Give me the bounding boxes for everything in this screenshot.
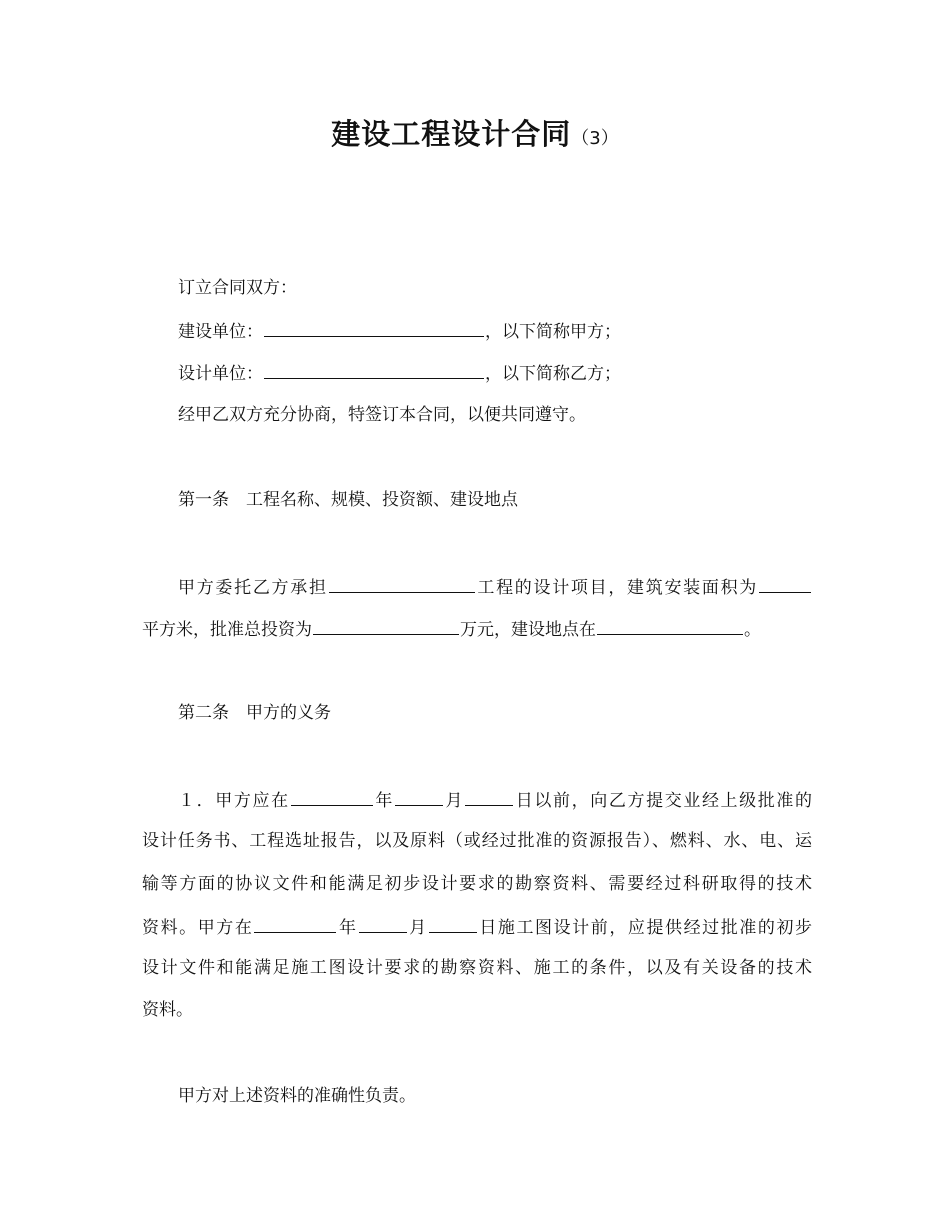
agreement-line: 经甲乙双方充分协商，特签订本合同，以便共同遵守。: [178, 405, 586, 425]
article1-text-a: 甲方委托乙方承担: [178, 578, 328, 598]
deadline1-day-blank[interactable]: [465, 787, 513, 806]
article2-line1: [178, 787, 812, 813]
client-line: [178, 318, 812, 344]
title-suffix: （3）: [571, 128, 619, 149]
deadline2-month-blank[interactable]: [359, 914, 407, 933]
deadline2-year-blank[interactable]: [254, 914, 336, 933]
client-name-blank[interactable]: [264, 318, 484, 337]
deadline1-month-blank[interactable]: [395, 787, 443, 806]
parties-intro: 订立合同双方：: [178, 278, 297, 298]
responsibility-line: 甲方对上述资料的准确性负责。: [178, 1086, 416, 1106]
article1-heading: 第一条 工程名称、规模、投资额、建设地点: [178, 490, 518, 510]
designer-name-blank[interactable]: [264, 360, 484, 379]
client-label: 建设单位：: [178, 322, 263, 342]
designer-label: 设计单位：: [178, 364, 263, 384]
client-tail: ，以下简称甲方；: [485, 322, 621, 342]
item1-text-c: 资料。甲方在: [142, 918, 254, 938]
item1-number: １．: [178, 791, 216, 811]
article2-line4: [142, 914, 812, 940]
project-name-blank[interactable]: [329, 574, 475, 593]
item1-text-b: 日以前，向乙方提交业经上级批准的: [514, 791, 813, 811]
article1-text-b: 工程的设计项目，建筑安装面积为: [475, 578, 759, 598]
item1-text-a: 甲方应在: [215, 791, 290, 811]
deadline2-day-blank[interactable]: [429, 914, 477, 933]
designer-tail: ，以下简称乙方；: [485, 364, 621, 384]
article1-text-c: 平方米，批准总投资为: [142, 620, 312, 640]
article2-heading: 第二条 甲方的义务: [178, 703, 331, 723]
month-label-1: 月: [443, 791, 465, 811]
article2-line2: 设计任务书、工程选址报告，以及原料（或经过批准的资源报告）、燃料、水、电、运: [142, 831, 812, 851]
area-blank[interactable]: [759, 574, 811, 593]
article1-line1: [178, 574, 812, 600]
month-label-2: 月: [407, 918, 428, 938]
article1-line2: [142, 616, 812, 642]
title-main: 建设工程设计合同: [331, 117, 572, 151]
article2-line6: 资料。: [142, 1000, 193, 1020]
article1-text-e: 。: [744, 620, 761, 640]
item1-text-d: 日施工图设计前，应提供经过批准的初步: [477, 918, 813, 938]
year-label-1: 年: [373, 791, 394, 811]
designer-line: [178, 360, 812, 386]
investment-blank[interactable]: [313, 616, 459, 635]
article2-line5: 设计文件和能满足施工图设计要求的勘察资料、施工的条件，以及有关设备的技术: [142, 958, 812, 978]
article1-text-d: 万元，建设地点在: [460, 620, 596, 640]
location-blank[interactable]: [597, 616, 743, 635]
document-title: [0, 112, 950, 153]
article2-line3: 输等方面的协议文件和能满足初步设计要求的勘察资料、需要经过科研取得的技术: [142, 874, 812, 894]
year-label-2: 年: [337, 918, 358, 938]
deadline1-year-blank[interactable]: [291, 787, 373, 806]
